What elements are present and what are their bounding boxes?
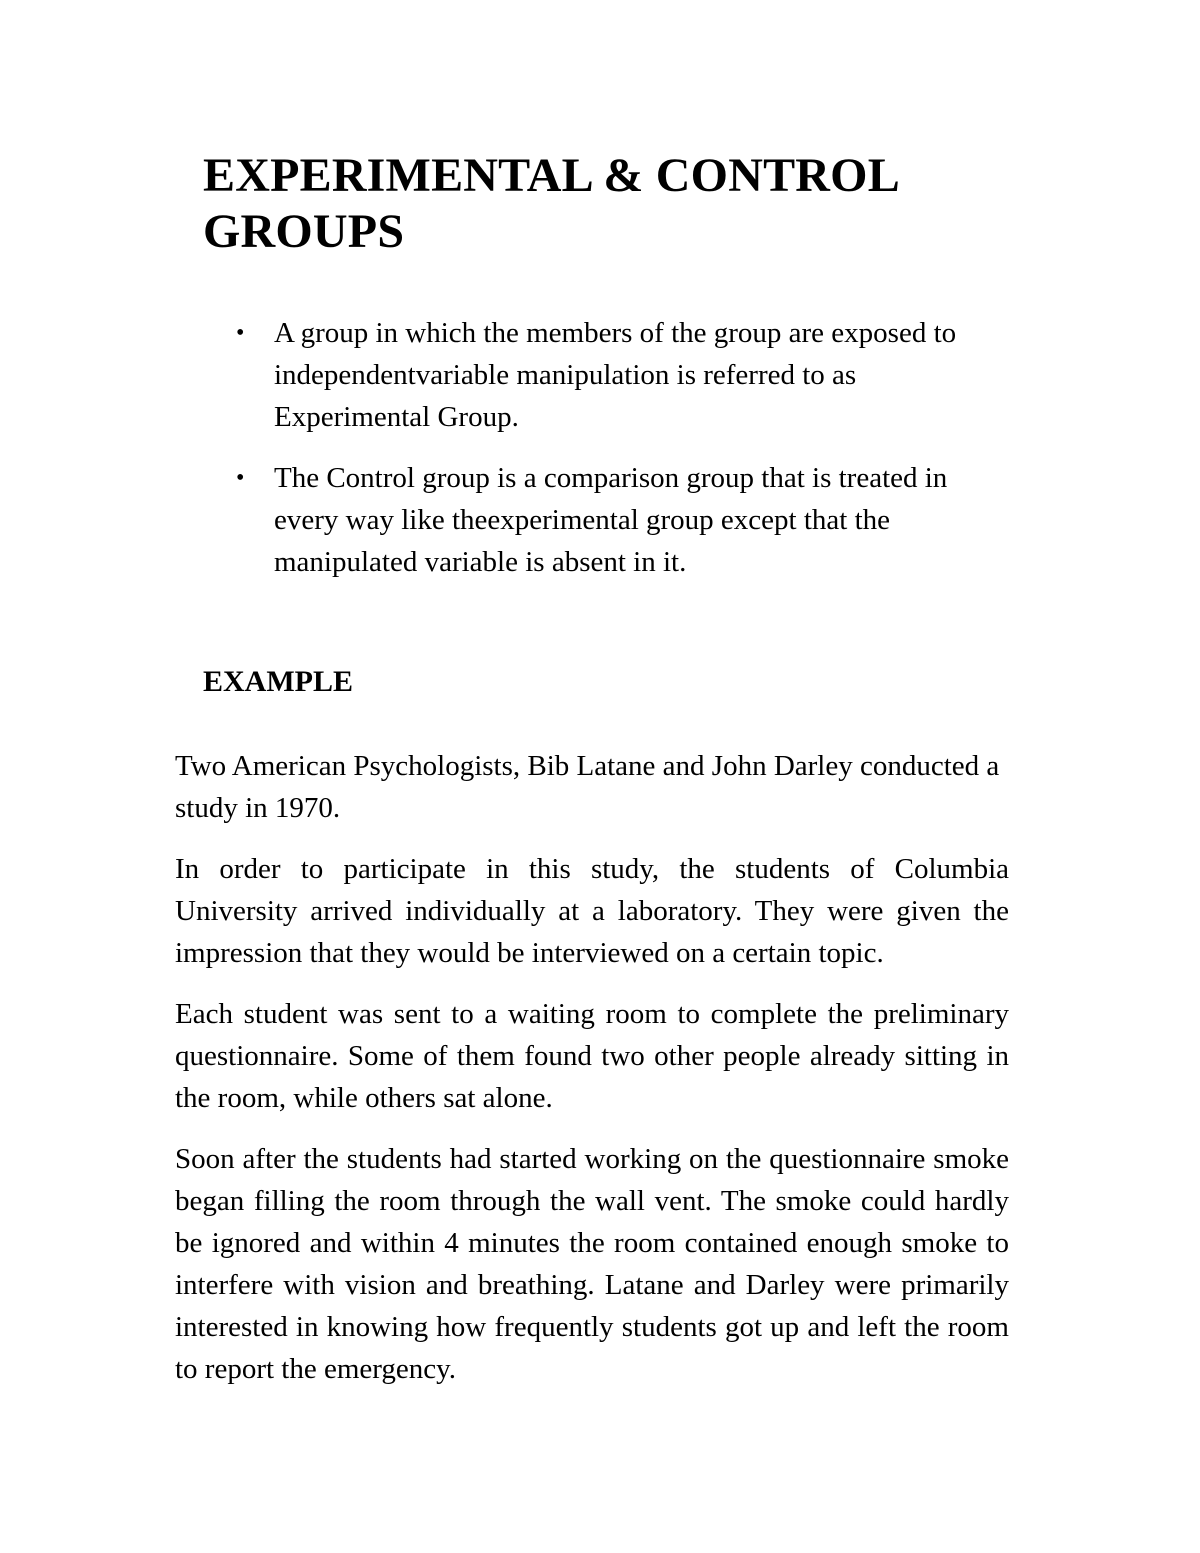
bullet-text-control-group: The Control group is a comparison group that is treated in every way like theexperimental group except that the manipulated variable is absent in it. (274, 462, 948, 578)
list-item (236, 457, 974, 583)
definition-bullet-list (236, 312, 996, 602)
paragraph-intro: Two American Psychologists, Bib Latane and John Darley conducted a study in 1970. (175, 750, 1000, 824)
paragraph-waiting-room: Each student was sent to a waiting room to complete the preliminary questionnaire. Some of them found two other people already sitting in the room, while others sat alone. (175, 998, 1009, 1114)
bullet-icon: • (236, 320, 245, 346)
paragraph-smoke: Soon after the students had started working on the questionnaire smoke began filling the room through the wall vent. The smoke could hardly be ignored and within 4 minutes the room contained enough smoke to interfere with vision and breathing. Latane and Darley were primarily interested in knowing how frequently students got up and left the room to report the emergency. (175, 1143, 1009, 1385)
list-item (236, 312, 974, 438)
bullet-text-experimental-group: A group in which the members of the group are exposed to independentvariable manipulation is referred to as Experimental Group. (274, 317, 957, 433)
page-title: EXPERIMENTAL & CONTROL GROUPS (203, 149, 898, 258)
example-heading: EXAMPLE (203, 665, 353, 698)
bullet-icon: • (236, 465, 245, 491)
paragraph-participation: In order to participate in this study, the students of Columbia University arrived individually at a laboratory. They were given the impression that they would be interviewed on a certain topic. (175, 853, 1009, 969)
example-body (175, 745, 1009, 1409)
